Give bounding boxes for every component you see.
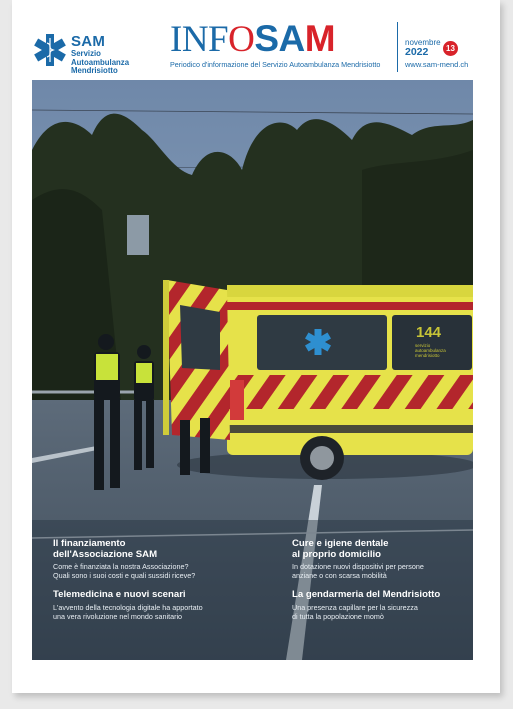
- issue-number-badge: 13: [443, 41, 458, 56]
- tagline: Periodico d'informazione del Servizio Autoambulanza Mendrisiotto: [170, 60, 381, 69]
- masthead: [170, 20, 402, 69]
- star-of-life-icon: [32, 32, 68, 68]
- logo-subtitle: Servizio Autoambulanza Mendrisiotto: [71, 49, 130, 76]
- magazine-cover: [12, 0, 500, 693]
- issue-year: 2022: [405, 46, 429, 58]
- article-title: Telemedicina e nuovi scenari: [53, 589, 186, 600]
- vehicle-side-text: servizio autoambulanza mendrisiotto: [415, 343, 446, 358]
- logo-name: SAM: [71, 33, 106, 50]
- article-text: In dotazione nuovi dispositivi per persone anziane o con scarsa mobilità: [292, 562, 424, 580]
- article-telemedicine: [53, 590, 203, 621]
- issue-info: [405, 38, 485, 69]
- article-title: Il finanziamento dell'Associazione SAM: [53, 538, 158, 560]
- website: www.sam-mend.ch: [405, 60, 469, 69]
- issue-month: novembre: [405, 38, 441, 47]
- article-gendarmerie: [292, 590, 440, 621]
- article-dental-care: [292, 539, 424, 580]
- sam-logo: [32, 32, 152, 76]
- article-financing: [53, 539, 195, 580]
- article-text: L'avvento della tecnologia digitale ha apportato una vera rivoluzione nel mondo sanitario: [53, 602, 203, 621]
- article-title: La gendarmeria del Mendrisiotto: [292, 589, 441, 600]
- article-text: Una presenza capillare per la sicurezza di tutta la popolazione momò: [292, 602, 418, 621]
- article-title: Cure e igiene dentale al proprio domicilio: [292, 538, 389, 560]
- emergency-number-label: 144: [416, 324, 442, 341]
- cover-photo: [32, 80, 473, 660]
- article-text: Come è finanziata la nostra Associazione? Quali sono i suoi costi e quali sussidi riceve?: [53, 562, 196, 580]
- magazine-title: INFOSAM: [170, 18, 336, 60]
- header-divider: [397, 22, 398, 72]
